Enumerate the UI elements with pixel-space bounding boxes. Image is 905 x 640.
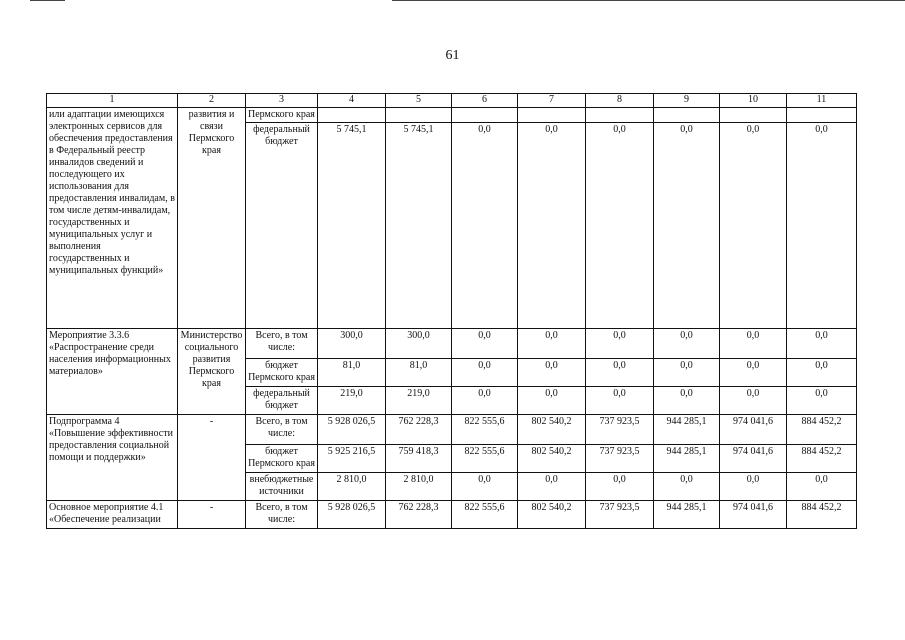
value-cell: 5 928 026,5 (318, 501, 386, 529)
header-cell: 9 (654, 94, 720, 108)
value-cell: 0,0 (787, 123, 857, 329)
value-cell: 802 540,2 (518, 415, 586, 445)
value-cell: 737 923,5 (586, 501, 654, 529)
funding-source-cell: внебюджетные источники (246, 473, 318, 501)
value-cell: 0,0 (720, 473, 787, 501)
funding-source-cell: Всего, в том числе: (246, 329, 318, 359)
header-cell: 8 (586, 94, 654, 108)
value-cell: 0,0 (720, 123, 787, 329)
funding-source-cell: федеральный бюджет (246, 387, 318, 415)
value-cell: 0,0 (452, 123, 518, 329)
table-row (47, 108, 857, 123)
value-cell: 0,0 (586, 329, 654, 359)
executor-cell: - (178, 415, 246, 501)
value-cell: 974 041,6 (720, 501, 787, 529)
scan-edge-line-right (392, 0, 905, 1)
value-cell: 5 745,1 (318, 123, 386, 329)
value-cell: 0,0 (720, 359, 787, 387)
value-cell: 759 418,3 (386, 445, 452, 473)
value-cell: 0,0 (518, 359, 586, 387)
value-cell: 884 452,2 (787, 415, 857, 445)
value-cell: 802 540,2 (518, 445, 586, 473)
value-cell (586, 108, 654, 123)
scan-edge-line-left (30, 0, 65, 1)
value-cell: 0,0 (787, 473, 857, 501)
measure-name-cell: Основное мероприятие 4.1 «Обеспечение реализации (47, 501, 178, 529)
header-cell: 5 (386, 94, 452, 108)
funding-source-cell: Всего, в том числе: (246, 501, 318, 529)
funding-source-cell: бюджет Пермского края (246, 359, 318, 387)
value-cell: 219,0 (386, 387, 452, 415)
funding-source-cell: федеральный бюджет (246, 123, 318, 329)
value-cell: 0,0 (452, 387, 518, 415)
value-cell: 762 228,3 (386, 501, 452, 529)
value-cell: 0,0 (654, 123, 720, 329)
value-cell (654, 108, 720, 123)
value-cell: 822 555,6 (452, 501, 518, 529)
value-cell: 974 041,6 (720, 445, 787, 473)
value-cell: 884 452,2 (787, 501, 857, 529)
table-row (47, 415, 857, 445)
value-cell: 884 452,2 (787, 445, 857, 473)
value-cell: 0,0 (586, 473, 654, 501)
value-cell: 81,0 (318, 359, 386, 387)
header-row (47, 94, 857, 108)
value-cell: 81,0 (386, 359, 452, 387)
value-cell (386, 108, 452, 123)
executor-cell: - (178, 501, 246, 529)
header-cell: 6 (452, 94, 518, 108)
page-number: 61 (445, 48, 460, 63)
header-cell: 2 (178, 94, 246, 108)
value-cell (452, 108, 518, 123)
budget-table (46, 93, 857, 529)
value-cell: 0,0 (452, 329, 518, 359)
funding-source-cell: Пермского края (246, 108, 318, 123)
value-cell: 762 228,3 (386, 415, 452, 445)
value-cell: 5 925 216,5 (318, 445, 386, 473)
value-cell: 0,0 (452, 359, 518, 387)
header-cell: 10 (720, 94, 787, 108)
header-cell: 4 (318, 94, 386, 108)
value-cell: 0,0 (654, 359, 720, 387)
value-cell: 0,0 (518, 473, 586, 501)
value-cell: 944 285,1 (654, 445, 720, 473)
value-cell: 300,0 (386, 329, 452, 359)
value-cell (518, 108, 586, 123)
value-cell (318, 108, 386, 123)
funding-source-cell: Всего, в том числе: (246, 415, 318, 445)
value-cell: 5 928 026,5 (318, 415, 386, 445)
value-cell: 219,0 (318, 387, 386, 415)
value-cell: 0,0 (586, 123, 654, 329)
value-cell (787, 108, 857, 123)
value-cell: 300,0 (318, 329, 386, 359)
value-cell: 0,0 (720, 329, 787, 359)
value-cell: 2 810,0 (318, 473, 386, 501)
value-cell: 737 923,5 (586, 445, 654, 473)
table-row (47, 501, 857, 529)
value-cell: 0,0 (518, 329, 586, 359)
value-cell: 0,0 (518, 123, 586, 329)
value-cell: 0,0 (787, 387, 857, 415)
value-cell: 822 555,6 (452, 445, 518, 473)
header-cell: 7 (518, 94, 586, 108)
header-cell: 3 (246, 94, 318, 108)
value-cell: 0,0 (720, 387, 787, 415)
value-cell: 0,0 (654, 387, 720, 415)
header-cell: 1 (47, 94, 178, 108)
value-cell: 2 810,0 (386, 473, 452, 501)
value-cell: 944 285,1 (654, 501, 720, 529)
value-cell: 802 540,2 (518, 501, 586, 529)
value-cell: 944 285,1 (654, 415, 720, 445)
value-cell: 974 041,6 (720, 415, 787, 445)
value-cell: 0,0 (586, 387, 654, 415)
value-cell: 822 555,6 (452, 415, 518, 445)
measure-name-cell: Мероприятие 3.3.6 «Распространение среди населения информационных материалов» (47, 329, 178, 415)
measure-name-cell: или адаптации имеющихся электронных сервисов для обеспечения предоставления в Федеральный реестр инвалидов сведений и последующего их использования для предоставления инвалидам, в том числе детям-инвалидам, государственных и муниципальных услуг и выполнения государственных и муниципальных функций» (47, 108, 178, 329)
measure-name-cell: Подпрограмма 4 «Повышение эффективности предоставления социальной помощи и поддержки» (47, 415, 178, 501)
value-cell: 0,0 (654, 329, 720, 359)
executor-cell: Министерство социального развития Пермского края (178, 329, 246, 415)
executor-cell: развития и связи Пермского края (178, 108, 246, 329)
table-row (47, 329, 857, 359)
value-cell: 0,0 (654, 473, 720, 501)
value-cell (720, 108, 787, 123)
value-cell: 0,0 (518, 387, 586, 415)
value-cell: 0,0 (787, 329, 857, 359)
value-cell: 0,0 (787, 359, 857, 387)
value-cell: 0,0 (452, 473, 518, 501)
funding-source-cell: бюджет Пермского края (246, 445, 318, 473)
header-cell: 11 (787, 94, 857, 108)
value-cell: 0,0 (586, 359, 654, 387)
value-cell: 737 923,5 (586, 415, 654, 445)
value-cell: 5 745,1 (386, 123, 452, 329)
